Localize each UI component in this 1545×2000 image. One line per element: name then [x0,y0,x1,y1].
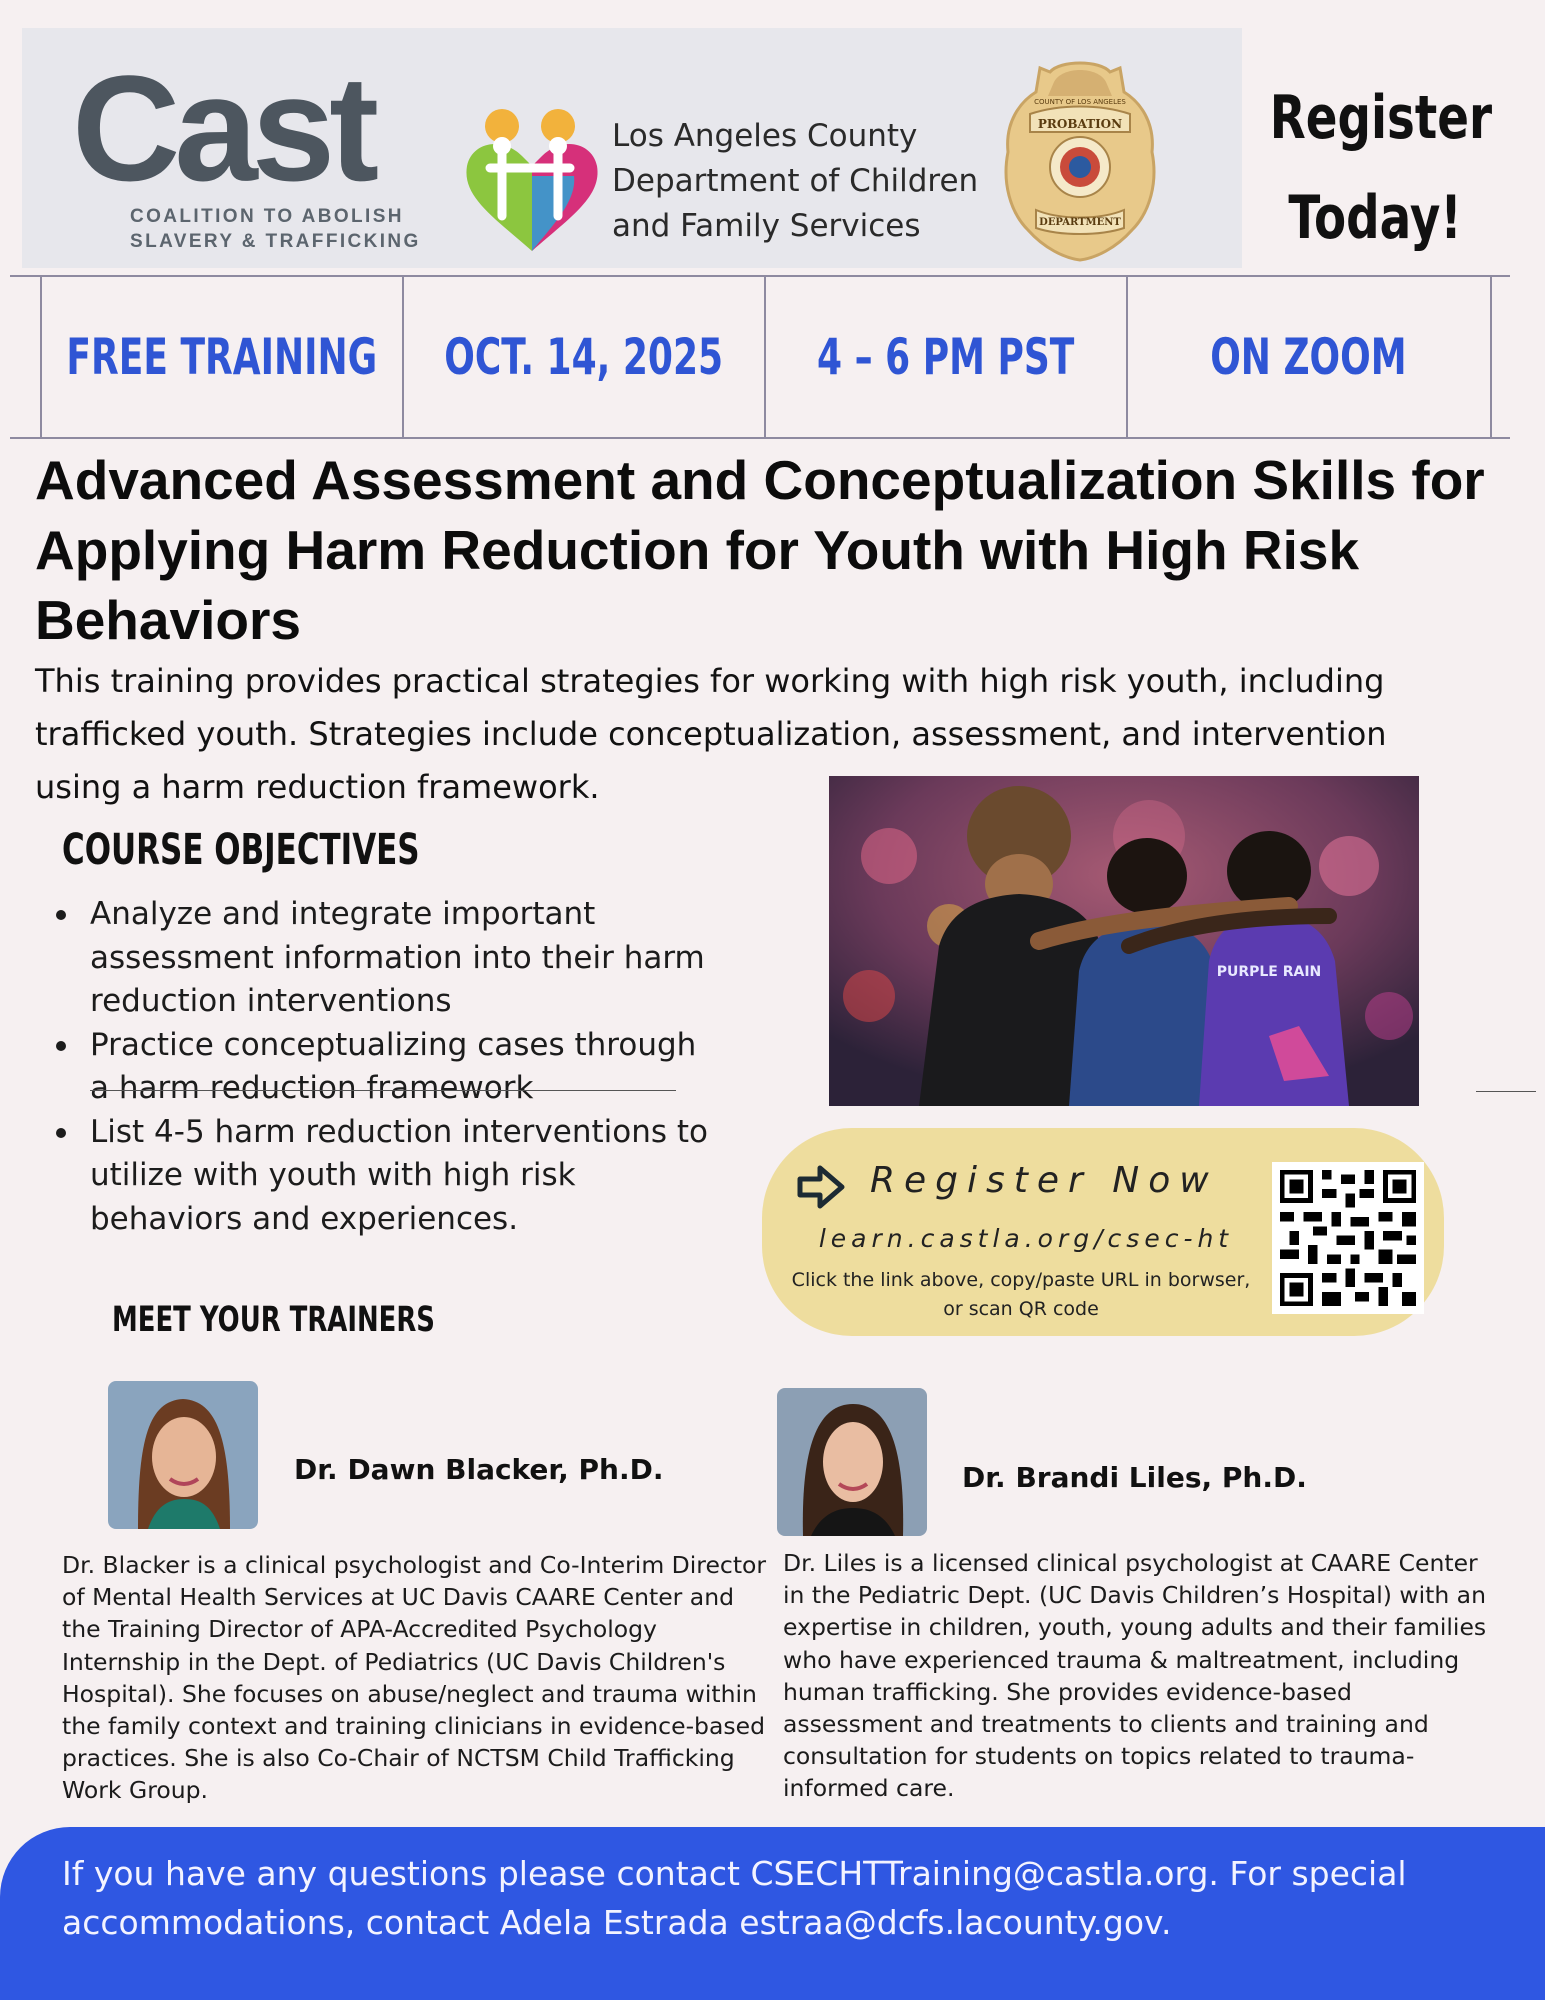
badge-top-text: COUNTY OF LOS ANGELES [1034,98,1126,106]
objective-item: List 4-5 harm reduction interventions to utilize with youth with high risk behaviors and experiences. [90,1111,720,1242]
objectives-heading: COURSE OBJECTIVES [62,825,420,875]
side-rule [1476,1091,1536,1092]
youth-group-photo [829,776,1419,1106]
register-today-line2: Today! [1288,183,1462,253]
dcfs-line3: and Family Services [612,208,921,244]
objectives-list [90,893,720,1241]
register-now-label[interactable]: Register Now [870,1160,1218,1201]
trainer-photo-blacker [108,1381,258,1529]
training-description: This training provides practical strategies for working with high risk youth, including trafficked youth. Strategies include conceptualization, assessment, and intervention using a harm reduction framework. [35,662,1387,806]
contact-footer [0,1827,1545,2000]
info-cost-text: FREE TRAINING [66,328,378,386]
trainer-photo-liles [777,1388,927,1536]
objective-rule [90,1090,676,1091]
info-cost [40,277,402,437]
dcfs-line1: Los Angeles County [612,118,918,154]
register-today-line1: Register [1269,83,1493,153]
info-strip-end-divider [1490,277,1492,437]
objective-item: Analyze and integrate important assessment information into their harm reduction interventions [90,893,720,1024]
trainer-bio-blacker: Dr. Blacker is a clinical psychologist and Co-Interim Director of Mental Health Services at UC Davis CAARE Center and the Training Director of APA-Accredited Psychology Internship in the Dept. of Pediatrics (UC Davis Children's Hospital). She focuses on abuse/neglect and trauma within the family context and training clinicians in evidence-based practices. She is also Co-Chair of NCTSM Child Trafficking Work Group. [62,1551,767,1805]
contact-text[interactable]: If you have any questions please contact CSECHTTraining@castla.org. For special accommodations, contact Adela Estrada estraa@dcfs.lacounty.gov. [62,1854,1407,1942]
register-url-link[interactable]: learn.castla.org/csec-ht [818,1224,1234,1253]
probation-badge-icon [1000,52,1160,262]
info-strip [10,275,1510,439]
info-date-text: OCT. 14, 2025 [444,328,724,386]
dcfs-logo-text [612,114,978,249]
cast-logo-word: Cast [72,44,374,212]
trainer-bio-liles: Dr. Liles is a licensed clinical psychologist at CAARE Center in the Pediatric Dept. (UC Davis Children’s Hospital) with an expertise in children, youth, young adults and their families who have experienced trauma & maltreatment, including human trafficking. She provides evidence-based assessment and treatments to clients and training and consultation for students on topics related to trauma-informed care. [783,1549,1487,1803]
arrow-right-icon [796,1162,846,1212]
trainer-name-blacker: Dr. Dawn Blacker, Ph.D. [294,1453,664,1486]
photo-shirt-text: PURPLE RAIN [1216,964,1322,980]
logo-band [22,28,1242,268]
trainer-name-liles: Dr. Brandi Liles, Ph.D. [962,1461,1307,1494]
cast-logo-tagline [130,204,432,254]
qr-code-icon[interactable] [1272,1162,1424,1314]
badge-banner-text: PROBATION [1037,117,1123,131]
objective-item: Practice conceptualizing cases through a harm reduction framework [90,1024,720,1111]
dcfs-logo [462,106,982,256]
register-box[interactable] [762,1128,1444,1336]
training-title: Advanced Assessment and Conceptualization Skills for Applying Harm Reduction for Youth with High Risk Behaviors [35,449,1485,651]
dcfs-heart-icon [462,106,602,256]
info-location-text: ON ZOOM [1209,328,1407,386]
info-location [1126,277,1488,437]
register-instructions: Click the link above, copy/paste URL in borwser, or scan QR code [791,1269,1251,1320]
cast-tagline-line1: COALITION TO ABOLISH [130,206,404,227]
cast-tagline-line2: SLAVERY & TRAFFICKING [130,231,421,252]
dcfs-line2: Department of Children [612,163,979,199]
info-date [402,277,764,437]
cast-logo [72,44,432,254]
info-time [764,277,1126,437]
register-today-heading [1269,68,1493,268]
info-time-text: 4 – 6 PM PST [817,328,1075,386]
trainers-heading: MEET YOUR TRAINERS [112,1300,435,1340]
badge-bottom-text: DEPARTMENT [1039,217,1121,228]
